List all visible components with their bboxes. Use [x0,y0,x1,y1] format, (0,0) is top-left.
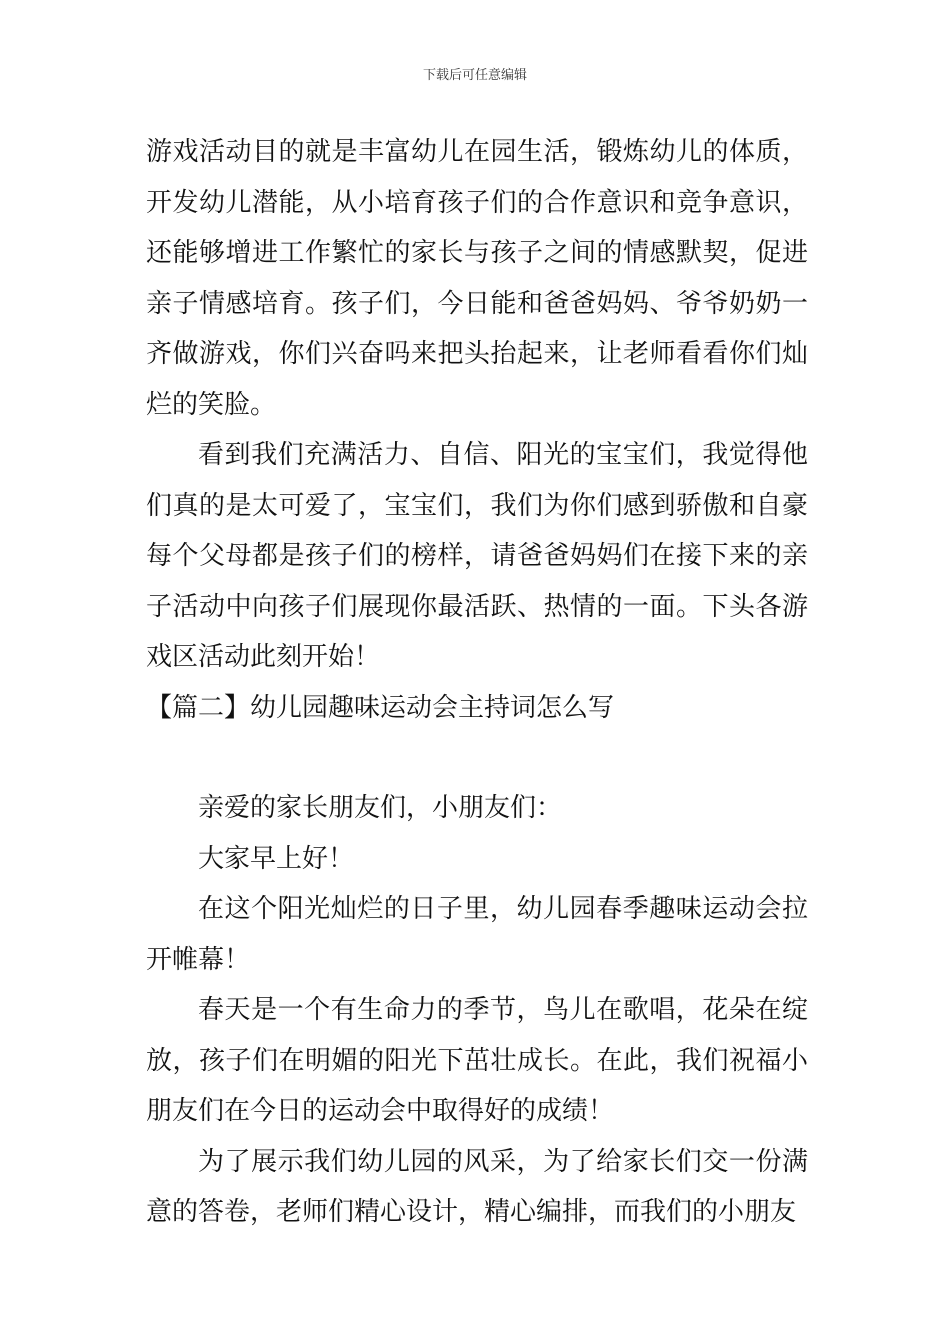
paragraph-opening: 游戏活动目的就是丰富幼儿在园生活，锻炼幼儿的体质，开发幼儿潜能，从小培育孩子们的合作意识和竞争意识，还能够增进工作繁忙的家长与孩子之间的情感默契，促进亲子情感培育。孩子们，今日能和爸爸妈妈、爷爷奶奶一齐做游戏，你们兴奋吗来把头抬起来，让老师看看你们灿烂的笑脸。 [146,137,808,420]
paragraph-spring: 春天是一个有生命力的季节，鸟儿在歌唱，花朵在绽放，孩子们在明媚的阳光下茁壮成长。在此，我们祝福小朋友们在今日的运动会中取得好的成绩！ [146,995,808,1126]
paragraph-children-praise: 看到我们充满活力、自信、阳光的宝宝们，我觉得他们真的是太可爱了，宝宝们，我们为你们感到骄傲和自豪每个父母都是孩子们的榜样，请爸爸妈妈们在接下来的亲子活动中向孩子们展现你最活跃、热情的一面。下头各游戏区活动此刻开始！ [146,440,808,672]
paragraph-greeting: 亲爱的家长朋友们，小朋友们： [198,793,563,823]
document-body [146,127,808,1238]
blank-line [146,733,808,783]
paragraph-showcase: 为了展示我们幼儿园的风采，为了给家长们交一份满意的答卷，老师们精心设计，精心编排，而我们的小朋友 [146,1146,808,1227]
section-heading: 【篇二】幼儿园趣味运动会主持词怎么写 [146,692,615,723]
paragraph-opening-ceremony: 在这个阳光灿烂的日子里，幼儿园春季趣味运动会拉开帷幕！ [146,894,808,975]
paragraph-good-morning: 大家早上好！ [198,843,355,874]
page-header: 下载后可任意编辑 [422,68,527,83]
